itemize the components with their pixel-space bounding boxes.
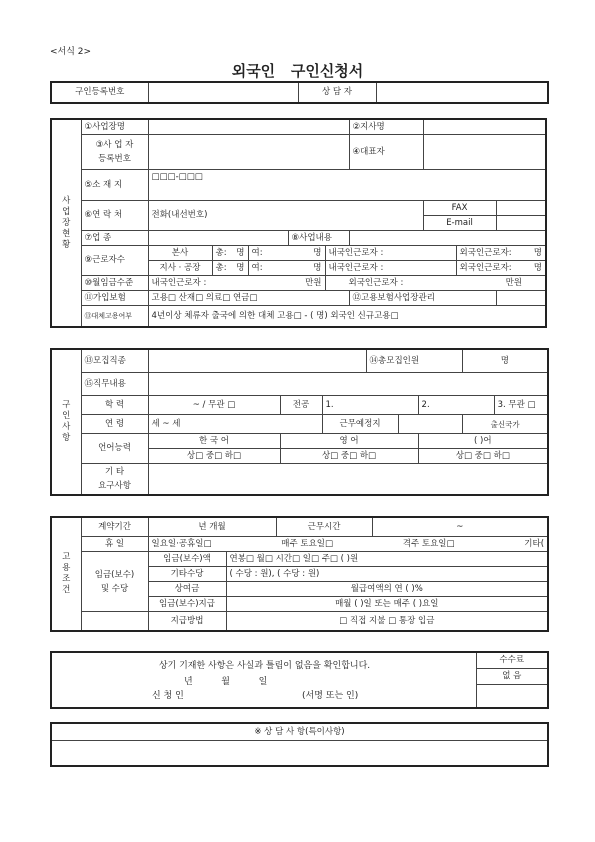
hq-foreign[interactable]: 외국인근로자: 명 (456, 246, 546, 261)
branch-female[interactable]: 여: 명 (248, 261, 325, 276)
english-level[interactable]: 상□ 중□ 하□ (280, 449, 418, 464)
bonus-label: 상여금 (148, 582, 226, 597)
confirm-date[interactable]: 년 월 일 (184, 677, 268, 687)
branch-field[interactable] (423, 119, 546, 135)
rep-field[interactable] (423, 135, 546, 170)
terms-side-label: 고 용 조 건 (51, 517, 81, 631)
pay-day-field[interactable]: 매월 ( )일 또는 매주 ( )요일 (226, 597, 548, 612)
branch-domestic[interactable]: 내국인근로자 : (325, 261, 456, 276)
total-recruit-field[interactable]: 명 (462, 349, 548, 373)
duty-label: ⑮직무내용 (81, 373, 148, 396)
reg-no-label: 구인등록번호 (51, 82, 148, 103)
rep-label: ④대표자 (349, 135, 423, 170)
business-field[interactable] (349, 231, 546, 246)
foreign-wage[interactable]: 외국인근로자 : 만원 (325, 276, 546, 291)
allowance-field[interactable]: ( 수당 : 원), ( 수당 : 원) (226, 567, 548, 582)
pay-method-label: 지급방법 (148, 612, 226, 632)
hq-domestic[interactable]: 내국인근로자 : (325, 246, 456, 261)
fee-value: 없 음 (476, 669, 548, 685)
fee-blank (476, 685, 548, 708)
address-field[interactable]: □□□-□□□ (148, 170, 546, 201)
korean-level[interactable]: 상□ 중□ 하□ (148, 449, 280, 464)
company-name-label: ①사업장명 (81, 119, 148, 135)
hq-label: 본사 (148, 246, 212, 261)
confirm-statement: 상기 기재한 사항은 사실과 틀림이 없음을 확인합니다. (158, 661, 371, 671)
job-section (50, 348, 549, 496)
job-side-label: 구 인 사 항 (51, 349, 81, 495)
workers-label: ⑨근로자수 (81, 246, 148, 276)
job-type-label: ⑬모집직종 (81, 349, 148, 373)
education-field[interactable]: ~ / 무관 □ (148, 396, 280, 415)
company-name-field[interactable] (148, 119, 349, 135)
hq-total[interactable]: 총: 명 (212, 246, 248, 261)
other-lang-label: ( )어 (418, 434, 548, 449)
biz-no-field[interactable] (148, 135, 349, 170)
allowance-label: 기타수당 (148, 567, 226, 582)
work-place-label: 근무예정지 (322, 415, 398, 434)
branch-factory-label: 지사 · 공장 (148, 261, 212, 276)
domestic-wage[interactable]: 내국인근로자 : 만원 (148, 276, 325, 291)
sign-label[interactable]: (서명 또는 인) (302, 691, 359, 701)
education-label: 학 력 (81, 396, 148, 415)
branch-total[interactable]: 총: 명 (212, 261, 248, 276)
age-field[interactable]: 세 ~ 세 (148, 415, 322, 434)
major-1[interactable]: 1. (322, 396, 418, 415)
replacement-label: ⑬대체고용여부 (81, 306, 148, 328)
contract-label: 계약기간 (81, 517, 148, 537)
pay-method-spacer (81, 612, 148, 632)
header-table (50, 81, 549, 104)
form-label: <서식 2> (50, 47, 92, 57)
insurance-mgmt-field[interactable] (496, 291, 546, 306)
business-label: ⑧사업내용 (288, 231, 349, 246)
country-label: 출신국가 (462, 415, 548, 434)
hours-field[interactable]: ~ (372, 517, 548, 537)
fax-field[interactable] (496, 201, 546, 216)
confirm-section (50, 651, 549, 709)
email-field[interactable] (496, 216, 546, 231)
industry-field[interactable] (148, 231, 288, 246)
etc-label: 기 타 요구사항 (81, 464, 148, 496)
reg-no-field[interactable] (148, 82, 298, 103)
employer-section (50, 118, 547, 328)
page-title: 외국인 구인신청서 (231, 62, 364, 80)
industry-label: ⑦업 종 (81, 231, 148, 246)
applicant-label: 신 청 인 (152, 691, 184, 701)
replacement-options[interactable]: 4년이상 체류자 출국에 의한 대체 고용□ - ( 명) 외국인 신규고용□ (148, 306, 546, 328)
wage-amount-label: 임금(보수)액 (148, 552, 226, 567)
consultant-field[interactable] (376, 82, 548, 103)
etc-field[interactable] (148, 464, 548, 496)
notes-title: ※ 상 담 사 항(특이사항) (51, 723, 548, 741)
consultant-label: 상 담 자 (298, 82, 376, 103)
contact-label: ⑥연 락 처 (81, 201, 148, 231)
fax-label: FAX (423, 201, 496, 216)
other-lang-level[interactable]: 상□ 중□ 하□ (418, 449, 548, 464)
hours-label: 근무시간 (276, 517, 372, 537)
age-label: 연 령 (81, 415, 148, 434)
duty-field[interactable] (148, 373, 548, 396)
fee-label: 수수료 (476, 652, 548, 669)
korean-label: 한 국 어 (148, 434, 280, 449)
holiday-label: 휴 일 (81, 537, 148, 552)
biz-no-label: ③사 업 자 등록번호 (81, 135, 148, 170)
english-label: 영 어 (280, 434, 418, 449)
insurance-mgmt-label: ⑫고용보험사업장관리 (349, 291, 496, 306)
bonus-field[interactable]: 월급여액의 연 ( )% (226, 582, 548, 597)
wage-amount-field[interactable]: 연봉□ 월□ 시간□ 일□ 주□ ( )원 (226, 552, 548, 567)
job-type-field[interactable] (148, 349, 366, 373)
notes-section (50, 722, 549, 767)
pay-day-label: 임금(보수)지급 (148, 597, 226, 612)
branch-label: ②지사명 (349, 119, 423, 135)
language-label: 언어능력 (81, 434, 148, 464)
contract-field[interactable]: 년 개월 (148, 517, 276, 537)
insurance-options[interactable]: 고용□ 산재□ 의료□ 연금□ (148, 291, 349, 306)
hq-female[interactable]: 여: 명 (248, 246, 325, 261)
major-label: 전공 (280, 396, 322, 415)
employer-side-label: 사 업 장 현 황 (51, 119, 81, 327)
work-place-field[interactable] (398, 415, 462, 434)
notes-field[interactable] (51, 741, 548, 767)
email-label: E-mail (423, 216, 496, 231)
pay-method-field[interactable]: □ 직접 지불 □ 통장 입금 (226, 612, 548, 632)
insurance-label: ⑪가입보험 (81, 291, 148, 306)
pay-label: 임금(보수) 및 수당 (81, 552, 148, 612)
total-recruit-label: ⑭총모집인원 (366, 349, 462, 373)
terms-section (50, 516, 549, 632)
wage-level-label: ⑩월임금수준 (81, 276, 148, 291)
holiday-options[interactable]: 일요일·공휴일□ 매주 토요일□ 격주 토요일□ 기타( (148, 537, 548, 552)
major-3[interactable]: 3. 무관 □ (494, 396, 548, 415)
confirm-box (51, 652, 476, 708)
branch-foreign[interactable]: 외국인근로자: 명 (456, 261, 546, 276)
major-2[interactable]: 2. (418, 396, 494, 415)
phone-field[interactable]: 전화(내선번호) (148, 201, 423, 231)
address-label: ⑤소 재 지 (81, 170, 148, 201)
